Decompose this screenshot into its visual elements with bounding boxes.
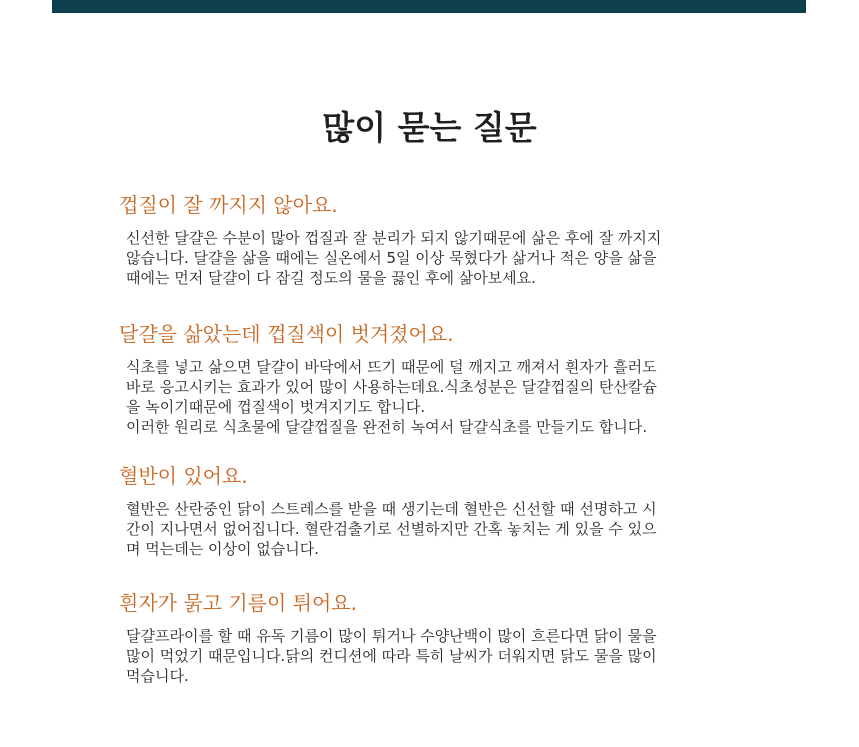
faq-answer-3: 혈반은 산란중인 닭이 스트레스를 받을 때 생기는데 혈반은 신선할 때 선명하고 시 간이 지나면서 없어집니다. 혈란검출기로 선별하지만 간혹 놓치는 게 있을 수 있으 며 먹는데는 이상이 없습니다. <box>126 500 657 558</box>
faq-answer-4: 달걀프라이를 할 때 유독 기름이 많이 튀거나 수양난백이 많이 흐른다면 닭이 물을 많이 먹었기 때문입니다.닭의 컨디션에 따라 특히 날씨가 더워지면 닭도 물을 많이 먹습니다. <box>126 627 657 685</box>
faq-answer-2: 식초를 넣고 삶으면 달걀이 바닥에서 뜨기 때문에 덜 깨지고 깨져서 흰자가 흘러도 바로 응고시키는 효과가 있어 많이 사용하는데요.식초성분은 달걀껍질의 탄산칼슘 을 녹이기때문에 껍질색이 벗겨지기도 합니다. 이러한 원리로 식초물에 달걀껍질을 완전히 녹여서 달걀식초를 만들기도 합니다. <box>126 358 657 436</box>
faq-question-2: 달걀을 삶았는데 껍질색이 벗겨졌어요. <box>119 322 454 346</box>
faq-answer-1: 신선한 달걀은 수분이 많아 껍질과 잘 분리가 되지 않기때문에 삶은 후에 잘 까지지 않습니다. 달걀을 삶을 때에는 실온에서 5일 이상 묵혔다가 삶거나 적은 양을 삶을 때에는 먼저 달걀이 다 잠길 정도의 물을 끓인 후에 삶아보세요. <box>126 229 662 287</box>
page-title: 많이 묻는 질문 <box>322 108 537 148</box>
top-bar <box>52 0 806 13</box>
faq-question-1: 껍질이 잘 까지지 않아요. <box>119 193 338 217</box>
faq-question-4: 흰자가 묽고 기름이 튀어요. <box>119 591 357 615</box>
faq-question-3: 혈반이 있어요. <box>119 464 248 488</box>
